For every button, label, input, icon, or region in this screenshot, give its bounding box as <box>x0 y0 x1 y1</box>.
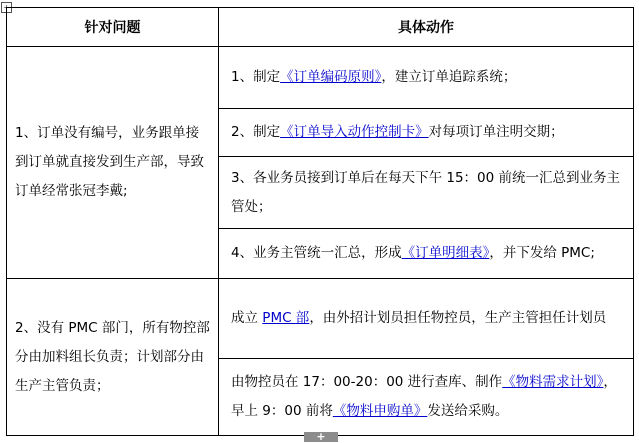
action-cell <box>219 109 634 157</box>
action-text: 4、业务主管统一汇总，形成 <box>231 245 402 261</box>
action-text: 由物控员在 17：00-20：00 进行查库、制作 <box>231 374 503 390</box>
action-text: 2、制定 <box>231 124 281 140</box>
link-order-coding-rules[interactable]: 《订单编码原则》 <box>280 69 382 85</box>
action-cell <box>219 279 634 359</box>
link-order-details[interactable]: 《订单明细表》 <box>401 245 490 261</box>
link-order-control-card[interactable]: 《订单导入动作控制卡》 <box>280 124 429 140</box>
table-row <box>7 279 634 359</box>
problem-action-table <box>6 7 634 436</box>
action-text: ，由外招计划员担任物控员，生产主管担任计划员 <box>309 310 607 326</box>
add-row-button[interactable]: + <box>304 432 338 442</box>
table-move-handle[interactable]: + <box>1 2 12 13</box>
header-action: 具体动作 <box>219 8 634 47</box>
action-text: ，早上 9：00 前将 <box>231 374 617 419</box>
problem-cell-1: 1、订单没有编号，业务跟单接到订单就直接发到生产部，导致订单经常张冠李戴; <box>7 47 219 279</box>
table-header-row <box>7 8 634 47</box>
table-row <box>7 47 634 109</box>
action-text: ，建立订单追踪系统； <box>381 69 517 85</box>
action-cell <box>219 359 634 436</box>
action-text: 发送给采购。 <box>427 403 509 419</box>
action-text: 1、制定 <box>231 69 281 85</box>
link-purchase-request[interactable]: 《物料申购单》 <box>332 403 428 419</box>
action-cell <box>219 47 634 109</box>
action-text: 对每项订单注明交期； <box>428 124 564 140</box>
action-cell <box>219 229 634 279</box>
action-text: ，并下发给 PMC; <box>489 245 595 261</box>
link-material-plan[interactable]: 《物料需求计划》 <box>502 374 604 390</box>
action-text: 成立 <box>231 310 263 326</box>
link-pmc-dept[interactable]: PMC 部 <box>262 310 310 326</box>
action-cell: 3、各业务员接到订单后在每天下午 15：00 前统一汇总到业务主管处； <box>219 157 634 229</box>
header-problem: 针对问题 <box>7 8 219 47</box>
problem-cell-2: 2、没有 PMC 部门，所有物控部分由加料组长负责；计划部分由生产主管负责； <box>7 279 219 436</box>
